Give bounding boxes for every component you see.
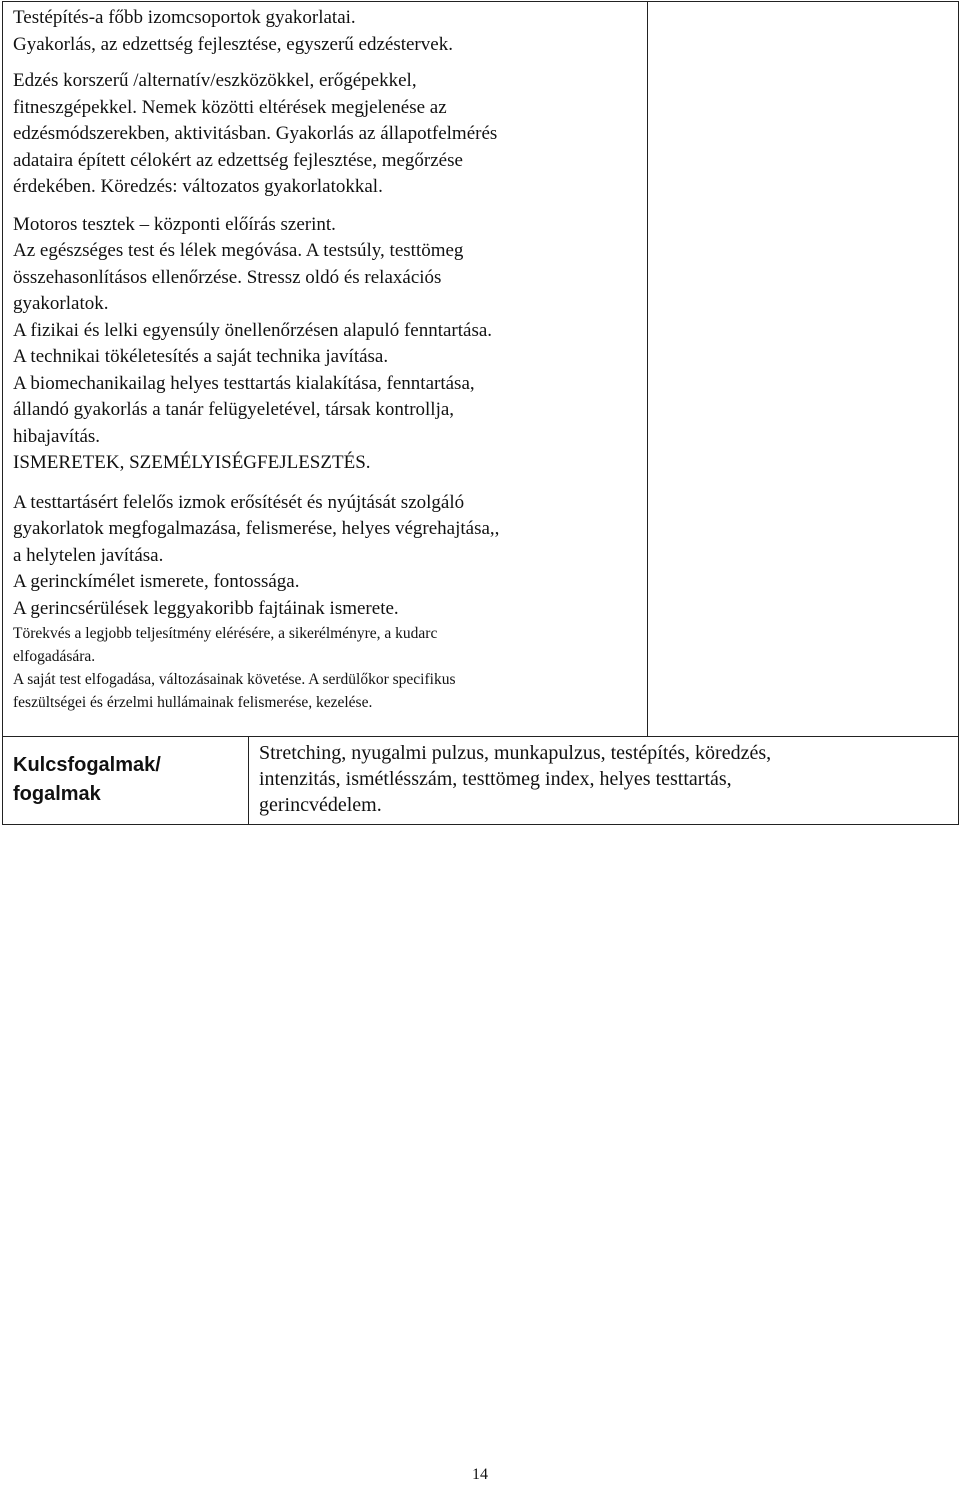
page-number: 14 — [472, 1466, 488, 1483]
text-line: A fizikai és lelki egyensúly önellenőrzésen alapuló fenntartása. — [13, 319, 493, 341]
text-line: edzésmódszerekben, aktivitásban. Gyakorlás az állapotfelmérés — [13, 123, 498, 144]
key-terms-label-line: fogalmak — [13, 783, 101, 805]
text-line: elfogadására. — [13, 648, 96, 665]
text-line: Törekvés a legjobb teljesítmény elérésére, a sikerélményre, a kudarc — [13, 625, 438, 642]
text-line: a helytelen javítása. — [13, 544, 164, 566]
key-terms-value — [249, 737, 959, 825]
key-terms-line: gerincvédelem. — [259, 794, 382, 816]
text-line: Az egészséges test és lélek megóvása. A testsúly, testtömeg — [13, 240, 464, 261]
text-line: gyakorlatok. — [13, 293, 109, 314]
text-line: A gerincsérülések leggyakoribb fajtáinak ismerete. — [13, 597, 399, 619]
text-line: Gyakorlás, az edzettség fejlesztése, egyszerű edzéstervek. — [13, 33, 453, 55]
empty-cell — [648, 2, 959, 737]
text-line: érdekében. Köredzés: változatos gyakorlatokkal. — [13, 176, 383, 197]
content-cell — [3, 2, 648, 737]
content-text — [13, 5, 637, 714]
text-line: Edzés korszerű /alternatív/eszközökkel, erőgépekkel, — [13, 70, 417, 91]
text-line: A testtartásért felelős izmok erősítését és nyújtását szolgáló — [13, 491, 465, 513]
section-heading: ISMERETEK, SZEMÉLYISÉGFEJLESZTÉS. — [13, 452, 371, 473]
key-terms-line: Stretching, nyugalmi pulzus, munkapulzus, testépítés, köredzés, — [259, 742, 772, 764]
text-line: A gerinckímélet ismerete, fontossága. — [13, 571, 300, 592]
text-line: állandó gyakorlás a tanár felügyeletével, társak kontrollja, — [13, 399, 455, 420]
text-line: gyakorlatok megfogalmazása, felismerése, helyes végrehajtása,, — [13, 518, 500, 539]
text-line: A biomechanikailag helyes testtartás kialakítása, fenntartása, — [13, 372, 475, 394]
text-line: adataira épített célokért az edzettség fejlesztése, megőrzése — [13, 149, 463, 171]
key-terms-row — [3, 737, 959, 825]
content-row — [3, 2, 959, 737]
text-line: hibajavítás. — [13, 425, 101, 447]
text-line: A technikai tökéletesítés a saját technika javítása. — [13, 346, 389, 367]
key-terms-label — [3, 737, 249, 825]
curriculum-table — [2, 1, 959, 825]
text-line: Testépítés-a főbb izomcsoportok gyakorlatai. — [13, 7, 356, 28]
text-line: összehasonlításos ellenőrzése. Stressz oldó és relaxációs — [13, 266, 442, 288]
text-line: Motoros tesztek – központi előírás szerint. — [13, 213, 336, 235]
text-line: fitneszgépekkel. Nemek közötti eltérések megjelenése az — [13, 96, 447, 118]
key-terms-label-line: Kulcsfogalmak/ — [13, 754, 161, 776]
key-terms-line: intenzitás, ismétlésszám, testtömeg index, helyes testtartás, — [259, 768, 732, 790]
text-line: A saját test elfogadása, változásainak követése. A serdülőkor specifikus — [13, 671, 456, 688]
text-line: feszültségei és érzelmi hullámainak felismerése, kezelése. — [13, 694, 373, 711]
